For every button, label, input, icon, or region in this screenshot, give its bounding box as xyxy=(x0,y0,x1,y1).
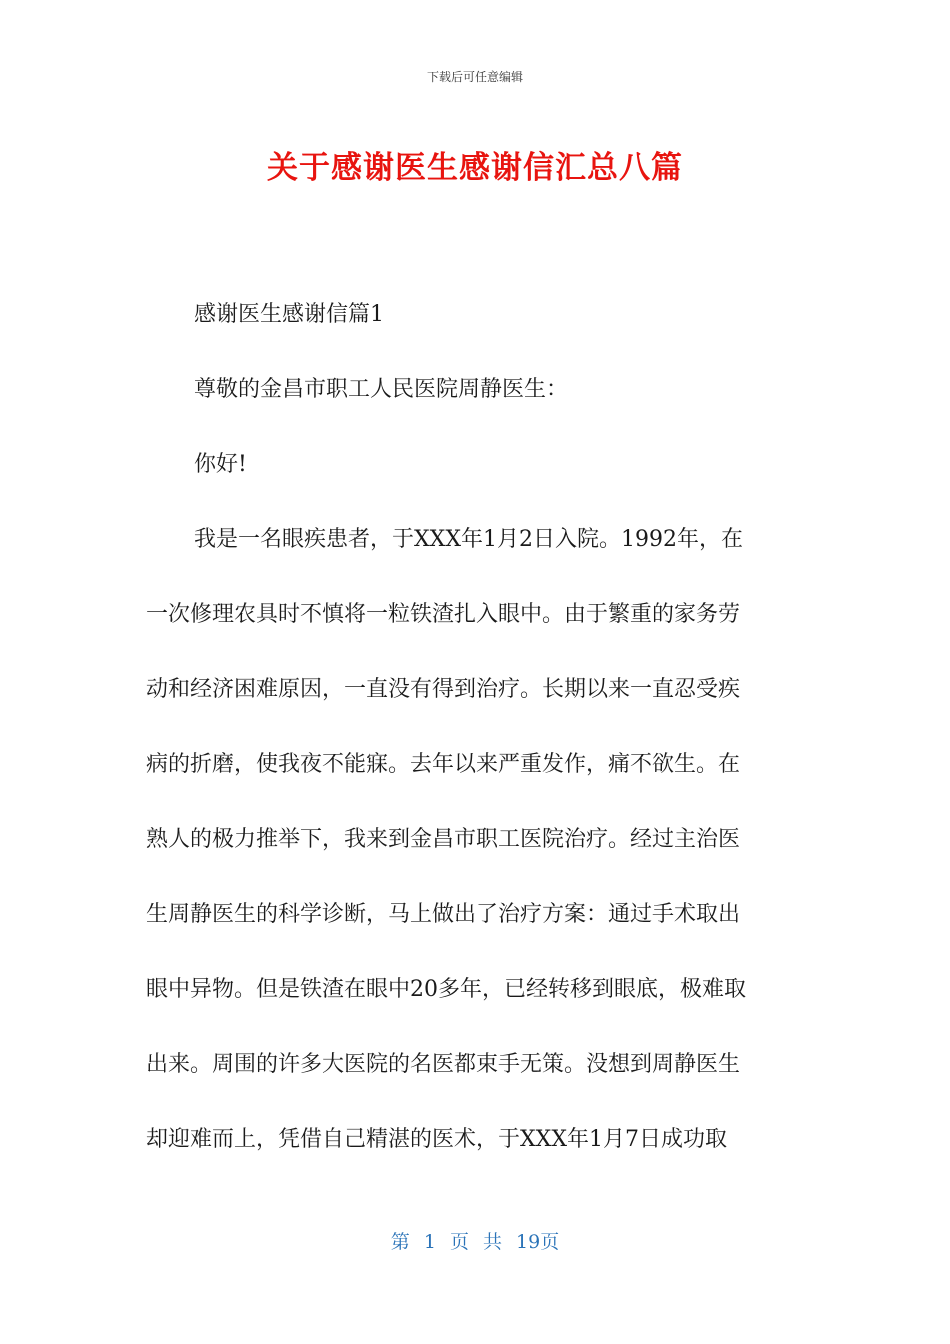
paragraph-line: 病的折磨，使我夜不能寐。去年以来严重发作，痛不欲生。在 xyxy=(146,752,741,777)
document-title: 关于感谢医生感谢信汇总八篇 xyxy=(267,150,683,186)
body-paragraph xyxy=(146,502,806,1177)
section-heading: 感谢医生感谢信篇1 xyxy=(194,302,384,327)
page-number-footer: 第 1 页 共 19页 xyxy=(390,1231,560,1253)
paragraph-line: 眼中异物。但是铁渣在眼中20多年，已经转移到眼底，极难取 xyxy=(146,977,746,1002)
document-body xyxy=(146,277,806,1177)
paragraph-line: 却迎难而上，凭借自己精湛的医术，于XXX年1月7日成功取 xyxy=(146,1127,727,1152)
paragraph-line: 动和经济困难原因，一直没有得到治疗。长期以来一直忍受疾 xyxy=(146,677,741,702)
header-note: 下载后可任意编辑 xyxy=(426,70,523,84)
paragraph-line: 出来。周围的许多大医院的名医都束手无策。没想到周静医生 xyxy=(146,1052,741,1077)
paragraph-line: 熟人的极力推举下，我来到金昌市职工医院治疗。经过主治医 xyxy=(146,827,741,852)
paragraph-line: 我是一名眼疾患者，于XXX年1月2日入院。1992年，在 xyxy=(194,527,743,552)
greeting: 你好! xyxy=(194,452,247,477)
salutation: 尊敬的金昌市职工人民医院周静医生： xyxy=(194,377,569,402)
paragraph-line: 一次修理农具时不慎将一粒铁渣扎入眼中。由于繁重的家务劳 xyxy=(146,602,741,627)
paragraph-line: 生周静医生的科学诊断，马上做出了治疗方案：通过手术取出 xyxy=(146,902,741,927)
